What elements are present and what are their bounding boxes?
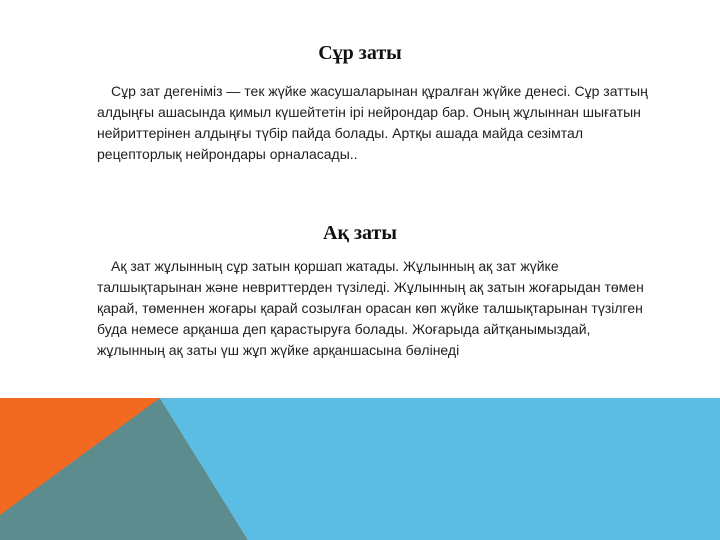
- footer-teal-shape: [0, 398, 248, 540]
- footer-orange-triangle: [0, 398, 160, 515]
- footer-blue-shape: [160, 398, 720, 540]
- section-text-grey-matter: Сұр зат дегеніміз — тек жүйке жасушаларынан құралған жүйке денесі. Сұр заттың алдыңғы ашасында қимыл күшейтетін ірі нейрондар бар. Оның жұлыннан шығатын нейриттерінен алдыңғы түбір пайда болады. Артқы ашада майда сезімтал рецепторлық нейрондары орналасады..: [97, 83, 648, 162]
- section-title-grey-matter: Сұр заты: [318, 42, 402, 64]
- section-text-white-matter: Ақ зат жұлынның сұр затын қоршап жатады. Жұлынның ақ зат жүйке талшықтарынан және невриттерден түзіледі. Жұлынның ақ затын жоғарыдан төмен қарай, төменнен жоғары қарай созылған орасан көп жүйке талшықтарынан түзілген буда немесе арқанша деп қарастыруға болады. Жоғарыда айтқанымыздай, жұлынның ақ заты үш жұп жүйке арқаншасына бөлінеді: [97, 258, 644, 358]
- section-title-white-matter: Ақ заты: [323, 222, 397, 244]
